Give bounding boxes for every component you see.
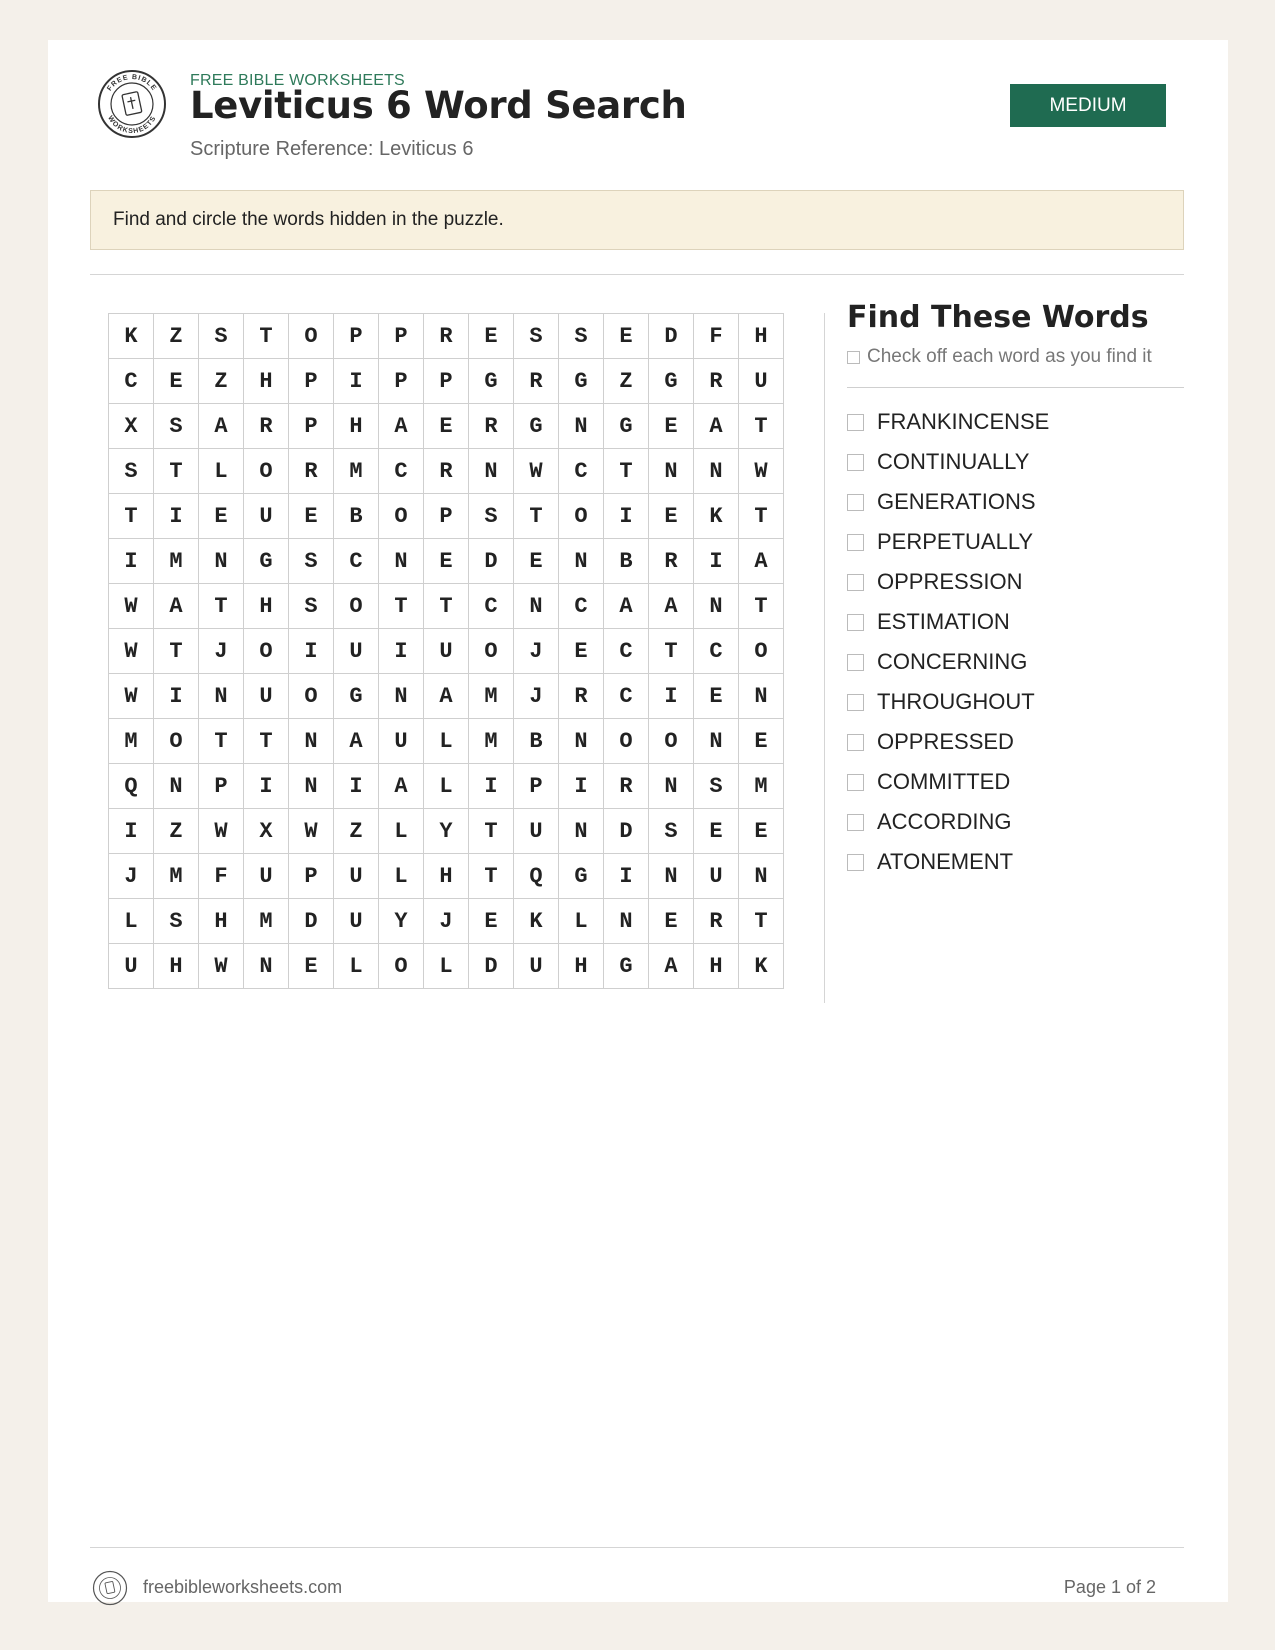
grid-cell[interactable]: C <box>109 359 154 404</box>
grid-cell[interactable]: N <box>694 719 739 764</box>
grid-cell[interactable]: N <box>154 764 199 809</box>
grid-cell[interactable]: A <box>649 584 694 629</box>
grid-row <box>109 449 784 494</box>
grid-cell[interactable]: M <box>154 854 199 899</box>
word-list <box>847 402 1049 882</box>
grid-cell[interactable]: G <box>604 404 649 449</box>
grid-cell[interactable]: N <box>649 764 694 809</box>
grid-cell[interactable]: K <box>739 944 784 989</box>
grid-cell[interactable]: P <box>199 764 244 809</box>
grid-row <box>109 404 784 449</box>
grid-cell[interactable]: C <box>559 584 604 629</box>
header-divider <box>90 274 1184 275</box>
grid-cell[interactable]: O <box>649 719 694 764</box>
grid-cell[interactable]: I <box>469 764 514 809</box>
grid-cell[interactable]: Z <box>199 359 244 404</box>
grid-cell[interactable]: M <box>109 719 154 764</box>
word-search-grid <box>108 313 784 989</box>
grid-cell[interactable]: T <box>514 494 559 539</box>
grid-cell[interactable]: G <box>514 404 559 449</box>
grid-cell[interactable]: W <box>289 809 334 854</box>
grid-row <box>109 899 784 944</box>
grid-cell[interactable]: L <box>334 944 379 989</box>
grid-cell[interactable]: O <box>334 584 379 629</box>
grid-cell[interactable]: T <box>199 584 244 629</box>
checkbox[interactable] <box>847 854 864 871</box>
grid-cell[interactable]: N <box>739 674 784 719</box>
grid-cell[interactable]: N <box>559 719 604 764</box>
grid-cell[interactable]: J <box>514 674 559 719</box>
grid-cell[interactable]: R <box>514 359 559 404</box>
svg-text:WORKSHEETS: WORKSHEETS <box>106 114 158 136</box>
grid-cell[interactable]: N <box>694 449 739 494</box>
grid-cell[interactable]: D <box>469 944 514 989</box>
grid-cell[interactable]: E <box>289 494 334 539</box>
grid-cell[interactable]: A <box>199 404 244 449</box>
grid-cell[interactable]: U <box>694 854 739 899</box>
grid-cell[interactable]: T <box>739 584 784 629</box>
page-number: Page 1 of 2 <box>1063 1577 1156 1597</box>
grid-cell[interactable]: I <box>289 629 334 674</box>
grid-cell[interactable]: L <box>424 764 469 809</box>
grid-cell[interactable]: O <box>289 314 334 359</box>
grid-cell[interactable]: S <box>694 764 739 809</box>
word-list-item[interactable] <box>847 762 1049 802</box>
grid-cell[interactable]: U <box>514 944 559 989</box>
grid-cell[interactable]: C <box>604 674 649 719</box>
grid-cell[interactable]: R <box>289 449 334 494</box>
grid-cell[interactable]: B <box>514 719 559 764</box>
grid-cell[interactable]: N <box>694 584 739 629</box>
grid-cell[interactable]: P <box>424 359 469 404</box>
grid-cell[interactable]: O <box>154 719 199 764</box>
grid-cell[interactable]: O <box>469 629 514 674</box>
worksheet-page <box>48 40 1228 1602</box>
grid-cell[interactable]: T <box>379 584 424 629</box>
grid-cell[interactable]: J <box>199 629 244 674</box>
grid-cell[interactable]: M <box>469 719 514 764</box>
grid-cell[interactable]: Y <box>424 809 469 854</box>
grid-cell[interactable]: U <box>109 944 154 989</box>
grid-cell[interactable]: J <box>424 899 469 944</box>
grid-cell[interactable]: A <box>694 404 739 449</box>
grid-cell[interactable]: L <box>109 899 154 944</box>
instructions-text: Find and circle the words hidden in the puzzle. <box>113 209 504 230</box>
grid-cell[interactable]: U <box>334 854 379 899</box>
grid-cell[interactable]: N <box>244 944 289 989</box>
grid-cell[interactable]: E <box>154 359 199 404</box>
checkbox[interactable] <box>847 574 864 591</box>
grid-cell[interactable]: E <box>424 404 469 449</box>
grid-cell[interactable]: F <box>694 314 739 359</box>
word-label: ESTIMATION <box>877 609 1010 634</box>
grid-cell[interactable]: H <box>244 584 289 629</box>
grid-cell[interactable]: C <box>334 539 379 584</box>
grid-cell[interactable]: U <box>244 854 289 899</box>
grid-cell[interactable]: W <box>199 809 244 854</box>
grid-cell[interactable]: C <box>379 449 424 494</box>
word-list-divider <box>847 387 1184 388</box>
grid-cell[interactable]: S <box>289 539 334 584</box>
word-list-item[interactable] <box>847 562 1049 602</box>
grid-cell[interactable]: P <box>289 359 334 404</box>
grid-cell[interactable]: I <box>334 359 379 404</box>
grid-cell[interactable]: U <box>244 674 289 719</box>
grid-cell[interactable]: R <box>424 449 469 494</box>
grid-cell[interactable]: Z <box>154 314 199 359</box>
word-label: ACCORDING <box>877 809 1012 834</box>
grid-cell[interactable]: E <box>199 494 244 539</box>
grid-cell[interactable]: A <box>649 944 694 989</box>
word-label: GENERATIONS <box>877 489 1036 514</box>
grid-cell[interactable]: Y <box>379 899 424 944</box>
grid-cell[interactable]: I <box>244 764 289 809</box>
grid-cell[interactable]: G <box>244 539 289 584</box>
grid-cell[interactable]: W <box>109 584 154 629</box>
grid-cell[interactable]: S <box>289 584 334 629</box>
word-label: FRANKINCENSE <box>877 409 1050 434</box>
grid-cell[interactable]: E <box>289 944 334 989</box>
grid-cell[interactable]: X <box>244 809 289 854</box>
word-list-item[interactable] <box>847 642 1049 682</box>
grid-cell[interactable]: P <box>379 359 424 404</box>
grid-cell[interactable]: K <box>694 494 739 539</box>
instructions-box <box>90 190 1184 250</box>
grid-cell[interactable]: E <box>694 809 739 854</box>
word-list-item[interactable] <box>847 602 1049 642</box>
column-divider <box>824 313 825 1003</box>
grid-cell[interactable]: N <box>559 809 604 854</box>
word-label: OPPRESSION <box>877 569 1023 594</box>
grid-cell[interactable]: A <box>604 584 649 629</box>
grid-cell[interactable]: N <box>379 539 424 584</box>
grid-cell[interactable]: N <box>199 674 244 719</box>
grid-cell[interactable]: S <box>469 494 514 539</box>
grid-cell[interactable]: P <box>289 854 334 899</box>
grid-cell[interactable]: U <box>334 899 379 944</box>
word-list-item[interactable] <box>847 722 1049 762</box>
word-list-item[interactable] <box>847 682 1049 722</box>
grid-cell[interactable]: E <box>469 314 514 359</box>
grid-cell[interactable]: T <box>244 719 289 764</box>
checkbox[interactable] <box>847 654 864 671</box>
grid-cell[interactable]: A <box>154 584 199 629</box>
grid-row <box>109 809 784 854</box>
word-label: OPPRESSED <box>877 729 1014 754</box>
grid-cell[interactable]: G <box>559 359 604 404</box>
grid-cell[interactable]: S <box>514 314 559 359</box>
grid-cell[interactable]: P <box>424 494 469 539</box>
grid-cell[interactable]: U <box>244 494 289 539</box>
grid-cell[interactable]: T <box>469 809 514 854</box>
grid-cell[interactable]: W <box>739 449 784 494</box>
grid-cell[interactable]: I <box>109 809 154 854</box>
grid-cell[interactable]: H <box>244 359 289 404</box>
grid-cell[interactable]: S <box>109 449 154 494</box>
grid-cell[interactable]: K <box>514 899 559 944</box>
grid-cell[interactable]: A <box>739 539 784 584</box>
checkbox[interactable] <box>847 614 864 631</box>
word-list-item[interactable] <box>847 402 1049 442</box>
grid-cell[interactable]: E <box>424 539 469 584</box>
word-label: COMMITTED <box>877 769 1011 794</box>
grid-cell[interactable]: I <box>379 629 424 674</box>
grid-cell[interactable]: T <box>109 494 154 539</box>
grid-cell[interactable]: T <box>604 449 649 494</box>
logo-seal-icon <box>97 69 167 139</box>
grid-cell[interactable]: K <box>109 314 154 359</box>
grid-cell[interactable]: Z <box>604 359 649 404</box>
grid-cell[interactable]: G <box>649 359 694 404</box>
grid-cell[interactable]: I <box>604 854 649 899</box>
grid-cell[interactable]: J <box>514 629 559 674</box>
grid-cell[interactable]: Q <box>109 764 154 809</box>
grid-cell[interactable]: R <box>694 899 739 944</box>
grid-cell[interactable]: R <box>649 539 694 584</box>
grid-cell[interactable]: N <box>379 674 424 719</box>
grid-cell[interactable]: Q <box>514 854 559 899</box>
grid-cell[interactable]: N <box>469 449 514 494</box>
checkbox[interactable] <box>847 494 864 511</box>
grid-cell[interactable]: R <box>244 404 289 449</box>
grid-cell[interactable]: N <box>604 899 649 944</box>
grid-cell[interactable]: T <box>469 854 514 899</box>
grid-cell[interactable]: M <box>334 449 379 494</box>
grid-cell[interactable]: S <box>199 314 244 359</box>
page-title: Leviticus 6 Word Search <box>190 84 687 127</box>
grid-cell[interactable]: Z <box>334 809 379 854</box>
grid-cell[interactable]: G <box>334 674 379 719</box>
grid-cell[interactable]: B <box>604 539 649 584</box>
grid-cell[interactable]: R <box>469 404 514 449</box>
grid-cell[interactable]: J <box>109 854 154 899</box>
grid-cell[interactable]: C <box>469 584 514 629</box>
grid-cell[interactable]: T <box>739 899 784 944</box>
grid-cell[interactable]: N <box>514 584 559 629</box>
word-list-item[interactable] <box>847 802 1049 842</box>
grid-cell[interactable]: S <box>649 809 694 854</box>
checkbox[interactable] <box>847 774 864 791</box>
grid-cell[interactable]: I <box>109 539 154 584</box>
grid-cell[interactable]: W <box>199 944 244 989</box>
word-label: ATONEMENT <box>877 849 1014 874</box>
grid-cell[interactable]: G <box>604 944 649 989</box>
checkbox[interactable] <box>847 814 864 831</box>
grid-cell[interactable]: O <box>244 629 289 674</box>
grid-cell[interactable]: E <box>694 674 739 719</box>
grid-cell[interactable]: Z <box>154 809 199 854</box>
grid-cell[interactable]: A <box>379 764 424 809</box>
grid-cell[interactable]: T <box>244 314 289 359</box>
grid-cell[interactable]: H <box>694 944 739 989</box>
grid-cell[interactable]: A <box>334 719 379 764</box>
grid-cell[interactable]: T <box>199 719 244 764</box>
grid-cell[interactable]: R <box>694 359 739 404</box>
grid-cell[interactable]: T <box>649 629 694 674</box>
footer-logo-icon <box>92 1570 128 1606</box>
footer-divider <box>90 1547 1184 1548</box>
word-list-item[interactable] <box>847 842 1049 882</box>
grid-cell[interactable]: X <box>109 404 154 449</box>
grid-cell[interactable]: D <box>469 539 514 584</box>
checkbox[interactable] <box>847 694 864 711</box>
grid-cell[interactable]: C <box>559 449 604 494</box>
grid-cell[interactable]: S <box>154 899 199 944</box>
grid-cell[interactable]: E <box>739 809 784 854</box>
grid-cell[interactable]: L <box>199 449 244 494</box>
word-list-hint <box>847 346 1152 368</box>
grid-cell[interactable]: W <box>109 674 154 719</box>
grid-cell[interactable]: P <box>379 314 424 359</box>
word-label: PERPETUALLY <box>877 529 1034 554</box>
grid-cell[interactable]: I <box>154 674 199 719</box>
grid-cell[interactable]: C <box>694 629 739 674</box>
grid-cell[interactable]: T <box>154 449 199 494</box>
grid-cell[interactable]: O <box>739 629 784 674</box>
word-list-item[interactable] <box>847 442 1049 482</box>
word-list-title: Find These Words <box>847 300 1149 335</box>
grid-cell[interactable]: E <box>604 314 649 359</box>
grid-row <box>109 314 784 359</box>
grid-cell[interactable]: O <box>559 494 604 539</box>
grid-row <box>109 494 784 539</box>
grid-cell[interactable]: W <box>109 629 154 674</box>
grid-cell[interactable]: I <box>694 539 739 584</box>
grid-cell[interactable]: L <box>424 944 469 989</box>
grid-row <box>109 854 784 899</box>
word-label: THROUGHOUT <box>877 689 1035 714</box>
grid-row <box>109 944 784 989</box>
grid-cell[interactable]: N <box>199 539 244 584</box>
word-label: CONTINUALLY <box>877 449 1030 474</box>
grid-cell[interactable]: G <box>469 359 514 404</box>
grid-cell[interactable]: L <box>379 854 424 899</box>
grid-row <box>109 629 784 674</box>
grid-cell[interactable]: P <box>334 314 379 359</box>
grid-cell[interactable]: H <box>739 314 784 359</box>
grid-cell[interactable]: L <box>559 899 604 944</box>
brand-name: FREE BIBLE WORKSHEETS <box>190 72 405 89</box>
grid-cell[interactable]: U <box>514 809 559 854</box>
grid-cell[interactable]: P <box>514 764 559 809</box>
grid-row <box>109 719 784 764</box>
word-list-hint-text: Check off each word as you find it <box>867 346 1152 367</box>
grid-cell[interactable]: N <box>289 764 334 809</box>
grid-cell[interactable]: H <box>334 404 379 449</box>
grid-cell[interactable]: O <box>244 449 289 494</box>
grid-cell[interactable]: S <box>154 404 199 449</box>
scripture-reference: Scripture Reference: Leviticus 6 <box>190 138 474 160</box>
grid-cell[interactable]: O <box>379 944 424 989</box>
grid-row <box>109 539 784 584</box>
checkbox[interactable] <box>847 454 864 471</box>
grid-cell[interactable]: U <box>334 629 379 674</box>
grid-cell[interactable]: E <box>649 899 694 944</box>
grid-cell[interactable]: E <box>649 404 694 449</box>
grid-cell[interactable]: N <box>559 539 604 584</box>
grid-cell[interactable]: B <box>334 494 379 539</box>
grid-cell[interactable]: O <box>289 674 334 719</box>
grid-row <box>109 584 784 629</box>
grid-cell[interactable]: I <box>649 674 694 719</box>
word-label: CONCERNING <box>877 649 1028 674</box>
grid-row <box>109 764 784 809</box>
grid-cell[interactable]: D <box>289 899 334 944</box>
grid-cell[interactable]: A <box>424 674 469 719</box>
grid-cell[interactable]: N <box>739 854 784 899</box>
grid-cell[interactable]: N <box>559 404 604 449</box>
grid-cell[interactable]: O <box>379 494 424 539</box>
grid-cell[interactable]: H <box>559 944 604 989</box>
grid-cell[interactable]: T <box>154 629 199 674</box>
checkbox[interactable] <box>847 534 864 551</box>
grid-cell[interactable]: D <box>649 314 694 359</box>
grid-cell[interactable]: R <box>424 314 469 359</box>
grid-cell[interactable]: C <box>604 629 649 674</box>
grid-cell[interactable]: F <box>199 854 244 899</box>
word-list-item[interactable] <box>847 522 1049 562</box>
grid-cell[interactable]: P <box>289 404 334 449</box>
grid-cell[interactable]: E <box>649 494 694 539</box>
grid-row <box>109 359 784 404</box>
grid-cell[interactable]: M <box>154 539 199 584</box>
grid-cell[interactable]: U <box>379 719 424 764</box>
grid-cell[interactable]: H <box>154 944 199 989</box>
grid-cell[interactable]: R <box>604 764 649 809</box>
grid-cell[interactable]: U <box>739 359 784 404</box>
grid-cell[interactable]: T <box>739 404 784 449</box>
grid-cell[interactable]: E <box>514 539 559 584</box>
grid-cell[interactable]: T <box>424 584 469 629</box>
svg-text:FREE BIBLE: FREE BIBLE <box>106 73 158 93</box>
grid-cell[interactable]: R <box>559 674 604 719</box>
grid-cell[interactable]: E <box>739 719 784 764</box>
grid-cell[interactable]: E <box>559 629 604 674</box>
word-list-item[interactable] <box>847 482 1049 522</box>
grid-cell[interactable]: S <box>559 314 604 359</box>
grid-cell[interactable]: M <box>244 899 289 944</box>
grid-cell[interactable]: E <box>469 899 514 944</box>
checkbox-icon <box>847 351 860 364</box>
grid-cell[interactable]: M <box>469 674 514 719</box>
grid-cell[interactable]: A <box>379 404 424 449</box>
grid-row <box>109 674 784 719</box>
grid-cell[interactable]: N <box>649 854 694 899</box>
grid-cell[interactable]: W <box>514 449 559 494</box>
grid-cell[interactable]: I <box>559 764 604 809</box>
grid-cell[interactable]: H <box>424 854 469 899</box>
grid-cell[interactable]: H <box>199 899 244 944</box>
footer-website: freebibleworksheets.com <box>143 1577 343 1597</box>
checkbox[interactable] <box>847 734 864 751</box>
grid-cell[interactable]: O <box>604 719 649 764</box>
grid-cell[interactable]: L <box>424 719 469 764</box>
difficulty-badge: MEDIUM <box>1010 84 1166 127</box>
grid-cell[interactable]: I <box>604 494 649 539</box>
grid-cell[interactable]: G <box>559 854 604 899</box>
grid-cell[interactable]: U <box>424 629 469 674</box>
grid-cell[interactable]: T <box>739 494 784 539</box>
grid-cell[interactable]: M <box>739 764 784 809</box>
grid-cell[interactable]: I <box>334 764 379 809</box>
checkbox[interactable] <box>847 414 864 431</box>
grid-cell[interactable]: N <box>289 719 334 764</box>
grid-cell[interactable]: I <box>154 494 199 539</box>
grid-cell[interactable]: L <box>379 809 424 854</box>
grid-cell[interactable]: D <box>604 809 649 854</box>
grid-cell[interactable]: N <box>649 449 694 494</box>
